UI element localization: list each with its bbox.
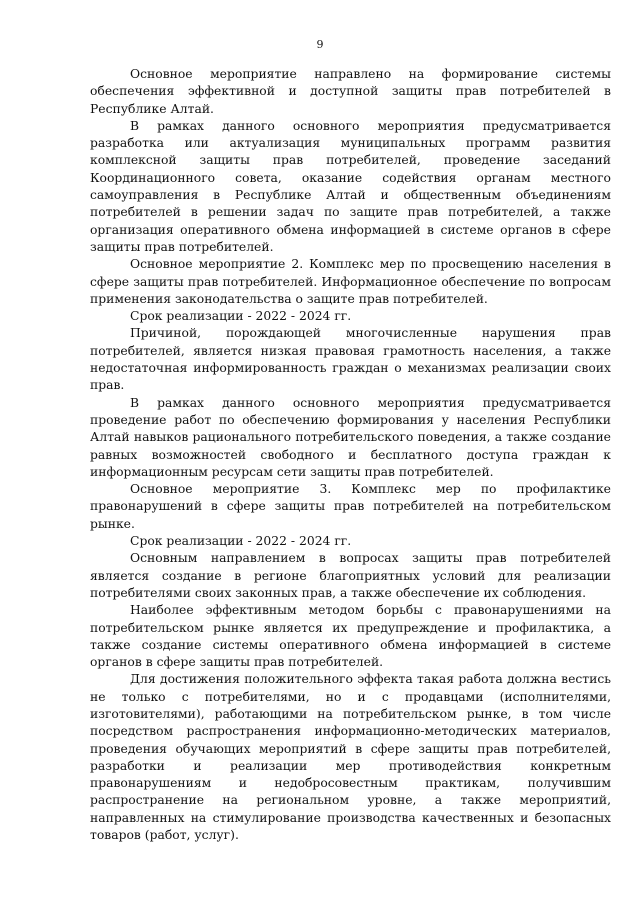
paragraph: Причиной, порождающей многочисленные нарушения прав потребителей, является низкая правовая грамотность населения, а также недостаточная информированность граждан о механизмах реализации своих прав. [90, 326, 611, 393]
paragraph: Срок реализации - 2022 - 2024 гг. [130, 309, 352, 324]
paragraph: Основное мероприятие 2. Комплекс мер по просвещению населения в сфере защиты прав потребителей. Информационное обеспечение по вопросам применения законодательства о защите прав потребителей. [90, 257, 611, 306]
paragraph: Наиболее эффективным методом борьбы с правонарушениями на потребительском рынке является их предупреждение и профилактика, а также создание системы оперативного обмена информацией в системе органов в сфере защиты прав потребителей. [90, 603, 611, 670]
paragraph: Срок реализации - 2022 - 2024 гг. [130, 534, 352, 549]
paragraph: Основное мероприятие направлено на формирование системы обеспечения эффективной и доступной защиты прав потребителей в Республике Алтай. [90, 67, 611, 116]
paragraph: Для достижения положительного эффекта такая работа должна вестись не только с потребителями, но и с продавцами (исполнителями, изготовителями), работающими на потребительском рынке, в том числе посредством распространения информационно-методических материалов, проведения обучающих мероприятий в сфере защиты прав потребителей, разработки и реализации мер противодействия конкретным правонарушениям и недобросовестным практикам, получившим распространение на региональном уровне, а также мероприятий, направленных на стимулирование производства качественных и безопасных товаров (работ, услуг). [90, 672, 611, 843]
paragraph: В рамках данного основного мероприятия предусматривается разработка или актуализация муниципальных программ развития комплексной защиты прав потребителей, проведение заседаний Координационного совета, оказание содействия органам местного самоуправления в Республике Алтай и общественным объединениям потребителей в решении задач по защите прав потребителей, а также организация оперативного обмена информацией в системе органов в сфере защиты прав потребителей. [90, 118, 611, 254]
page-number: 9 [316, 38, 324, 51]
paragraph: В рамках данного основного мероприятия предусматривается проведение работ по обеспечению формирования у населения Республики Алтай навыков рационального потребительского поведения, а также создание равных возможностей свободного и бесплатного доступа граждан к информационным ресурсам сети защиты прав потребителей. [90, 395, 611, 479]
document-body [90, 66, 611, 844]
paragraph: Основное мероприятие 3. Комплекс мер по профилактике правонарушений в сфере защиты прав потребителей на потребительском рынке. [90, 482, 611, 531]
paragraph: Основным направлением в вопросах защиты прав потребителей является создание в регионе благоприятных условий для реализации потребителями своих законных прав, а также обеспечение их соблюдения. [90, 551, 611, 600]
